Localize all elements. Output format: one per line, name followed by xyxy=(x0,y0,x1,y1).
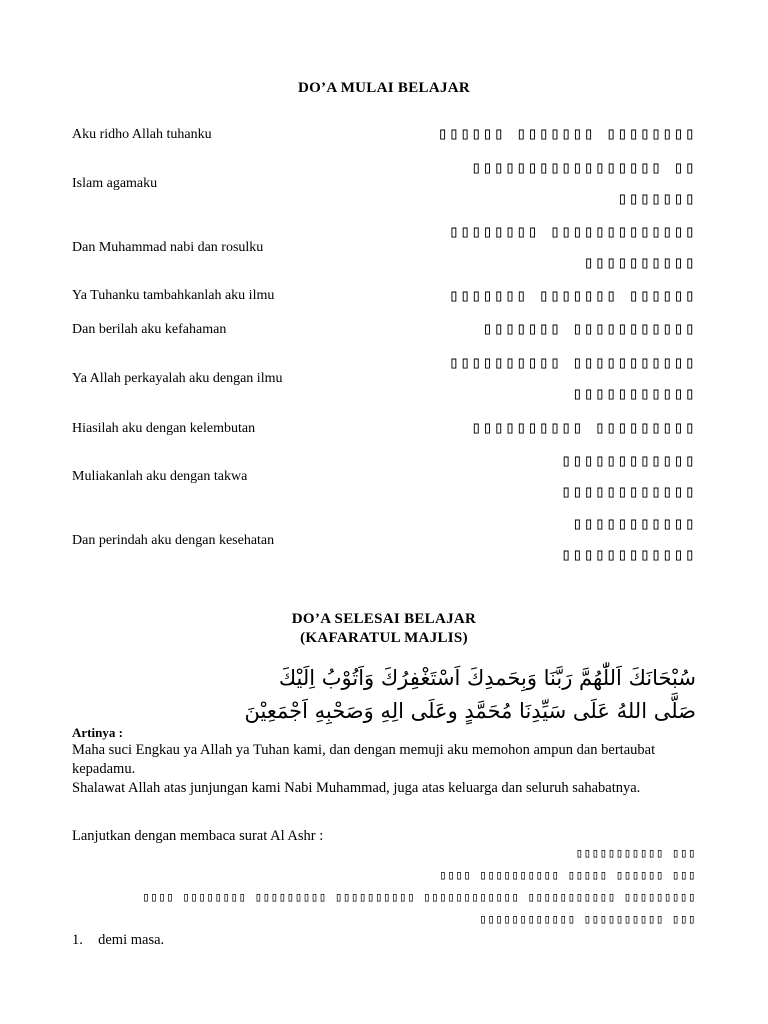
doa-mulai-arabic-1 xyxy=(438,119,696,150)
arabic-line: ▯▯▯▯▯▯▯▯▯▯▯ xyxy=(572,384,696,404)
doa-mulai-arabic-6 xyxy=(449,348,696,410)
doa-mulai-latin-1: Aku ridho Allah tuhanku xyxy=(72,127,212,142)
artinya-label: Artinya : xyxy=(72,725,123,740)
kafaratul-majlis-arabic-2: صَلَّى اللهُ عَلَى سَيِّدِنَا مُحَمَّدٍ وعَلَى الِهِ وَصَحْبِهِ اَجْمَعِيْنَ xyxy=(244,699,696,723)
arabic-line: ▯▯▯▯▯▯▯▯▯▯▯▯ xyxy=(561,482,696,502)
doa-mulai-arabic-8 xyxy=(561,446,696,508)
arabic-line: ▯▯▯▯▯▯▯ ▯▯▯▯▯▯▯▯▯▯▯ xyxy=(482,319,696,339)
al-ashr-arabic-2: ▯▯▯▯ ▯▯▯▯▯▯▯▯▯▯ ▯▯▯▯▯ ▯▯▯▯▯▯ ▯▯▯ xyxy=(439,867,696,882)
al-ashr-arabic-3: ▯▯▯▯ ▯▯▯▯▯▯▯▯ ▯▯▯▯▯▯▯▯▯ ▯▯▯▯▯▯▯▯▯▯ ▯▯▯▯▯▯▯▯▯▯▯▯ ▯▯▯▯▯▯▯▯▯▯▯ ▯▯▯▯▯▯▯▯▯ xyxy=(142,889,696,904)
doa-mulai-title: DO’A MULAI BELAJAR xyxy=(297,80,471,96)
arabic-line: ▯▯▯▯▯▯▯▯▯▯▯▯ xyxy=(561,451,696,471)
arabic-line: ▯▯▯▯▯▯▯▯▯▯▯▯▯▯▯▯▯ ▯▯ xyxy=(471,158,696,178)
al-ashr-arabic-1: ▯▯▯▯▯▯▯▯▯▯▯ ▯▯▯ xyxy=(575,845,696,860)
doa-mulai-latin-6: Ya Allah perkayalah aku dengan ilmu xyxy=(72,371,283,386)
doa-selesai-subtitle: (KAFARATUL MAJLIS) xyxy=(300,630,468,646)
doa-mulai-latin-7: Hiasilah aku dengan kelembutan xyxy=(72,421,256,436)
doa-mulai-latin-5: Dan berilah aku kefahaman xyxy=(72,322,227,337)
doa-mulai-arabic-5 xyxy=(483,314,696,345)
arabic-line: ▯▯▯▯▯▯▯▯▯▯ ▯▯▯▯▯▯▯▯▯▯▯ xyxy=(448,353,696,373)
al-ashr-translation-1 xyxy=(72,932,164,949)
arabic-line: ▯▯▯▯▯▯▯ xyxy=(617,189,696,209)
al-ashr-intro: Lanjutkan dengan membaca surat Al Ashr : xyxy=(72,828,324,844)
arabic-line: ▯▯▯▯▯▯▯▯▯▯ ▯▯▯▯▯▯▯▯▯ xyxy=(471,418,696,438)
arabic-line: ▯▯▯▯▯▯▯▯▯▯ xyxy=(583,253,696,273)
doa-mulai-latin-2: Islam agamaku xyxy=(72,176,158,191)
doa-mulai-arabic-9 xyxy=(561,509,696,571)
al-ashr-arabic-4: ▯▯▯▯▯▯▯▯▯▯▯▯ ▯▯▯▯▯▯▯▯▯▯ ▯▯▯ xyxy=(479,911,696,926)
artinya-paragraph-1: Maha suci Engkau ya Allah ya Tuhan kami, dan dengan memuji aku memohon ampun dan bertaubat kepadamu. xyxy=(72,742,656,777)
translation-text: demi masa. xyxy=(98,932,165,948)
doa-mulai-arabic-2 xyxy=(471,153,696,215)
doa-mulai-arabic-3 xyxy=(449,217,696,279)
doa-selesai-title: DO’A SELESAI BELAJAR xyxy=(291,611,477,627)
arabic-line: ▯▯▯▯▯▯▯▯▯▯▯▯ xyxy=(561,545,696,565)
arabic-line: ▯▯▯▯▯▯▯▯ ▯▯▯▯▯▯▯▯▯▯▯▯▯ xyxy=(448,222,696,242)
doa-mulai-latin-8: Muliakanlah aku dengan takwa xyxy=(72,469,248,484)
kafaratul-majlis-arabic-1: سُبْحَانَكَ اَللّٰهُمَّ رَبَّنَا وَبِحَمدِكَ اَسْتَغْفِرُكَ وَاَتُوْبُ اِلَيْكَ xyxy=(278,666,696,690)
doa-mulai-arabic-7 xyxy=(471,413,696,444)
doa-mulai-latin-9: Dan perindah aku dengan kesehatan xyxy=(72,533,275,548)
translation-number: 1. xyxy=(72,932,83,948)
arabic-line: ▯▯▯▯▯▯▯ ▯▯▯▯▯▯▯ ▯▯▯▯▯▯ xyxy=(448,286,696,306)
arabic-line: ▯▯▯▯▯▯▯▯▯▯▯ xyxy=(572,514,696,534)
doa-mulai-latin-3: Dan Muhammad nabi dan rosulku xyxy=(72,240,264,255)
doa-mulai-arabic-4 xyxy=(449,281,696,312)
arabic-line: ▯▯▯▯▯▯ ▯▯▯▯▯▯▯ ▯▯▯▯▯▯▯▯ xyxy=(437,124,696,144)
doa-mulai-latin-4: Ya Tuhanku tambahkanlah aku ilmu xyxy=(72,288,275,303)
artinya-paragraph-2: Shalawat Allah atas junjungan kami Nabi Muhammad, juga atas keluarga dan seluruh sahabatnya. xyxy=(72,780,641,796)
